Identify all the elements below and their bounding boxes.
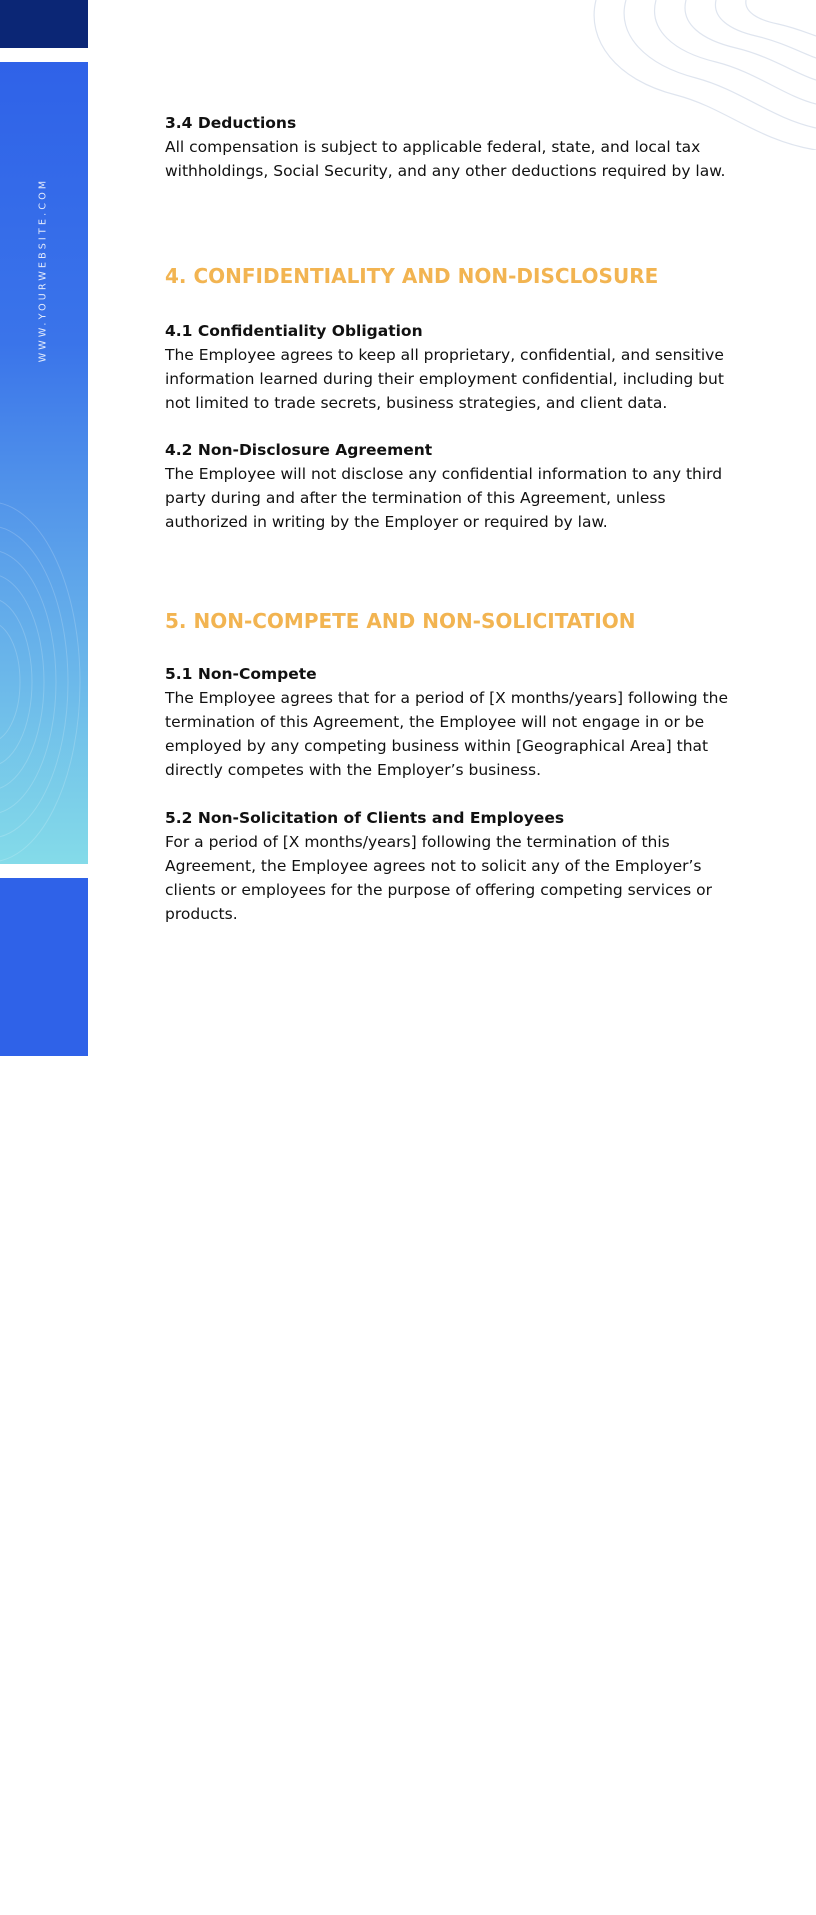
sidebar-logo-block — [0, 878, 88, 1915]
website-url: WWW.YOURWEBSITE.COM — [37, 177, 49, 363]
subsection-body-4-1: The Employee agrees to keep all proprietary, confidential, and sensitive information learned during their employment confidential, including but not limited to trade secrets, business strategies, and client data. — [165, 346, 724, 412]
subsection-title-3-4: 3.4 Deductions — [165, 114, 297, 132]
clover-icon — [34, 1856, 52, 1874]
subsection-body-5-2: For a period of [X months/years] following the termination of this Agreement, the Employee agrees not to solicit any of the Employer’s clients or employees for the purpose of offering competing services or products. — [165, 833, 713, 923]
sidebar-gradient-block — [0, 62, 88, 864]
subsection-title-5-1: 5.1 Non-Compete — [165, 665, 317, 683]
document-content — [165, 111, 745, 926]
subsection-body-5-1: The Employee agrees that for a period of [X months/years] following the termination of this Agreement, the Employee will not engage in or be employed by any competing business within [Geographical Area] that directly competes with the Employer’s business. — [165, 689, 729, 779]
logo-your-text: Your — [32, 1876, 54, 1915]
subsection-title-4-1: 4.1 Confidentiality Obligation — [165, 322, 423, 340]
sidebar-top-block — [0, 0, 88, 48]
logo-text: LOGO — [31, 1788, 55, 1853]
subsection-title-5-2: 5.2 Non-Solicitation of Clients and Employees — [165, 809, 565, 827]
company-logo — [28, 1777, 55, 1915]
section-title-4: 4. CONFIDENTIALITY AND NON-DISCLOSURE — [165, 264, 659, 288]
subsection-body-3-4: All compensation is subject to applicable federal, state, and local tax withholdings, Social Security, and any other deductions required by law. — [165, 138, 726, 180]
section-title-5: 5. NON-COMPETE AND NON-SOLICITATION — [165, 609, 636, 633]
subsection-title-4-2: 4.2 Non-Disclosure Agreement — [165, 441, 433, 459]
subsection-body-4-2: The Employee will not disclose any confidential information to any third party during and after the termination of this Agreement, unless authorized in writing by the Employer or required by law. — [165, 465, 723, 531]
registered-mark: ® — [28, 1777, 38, 1786]
